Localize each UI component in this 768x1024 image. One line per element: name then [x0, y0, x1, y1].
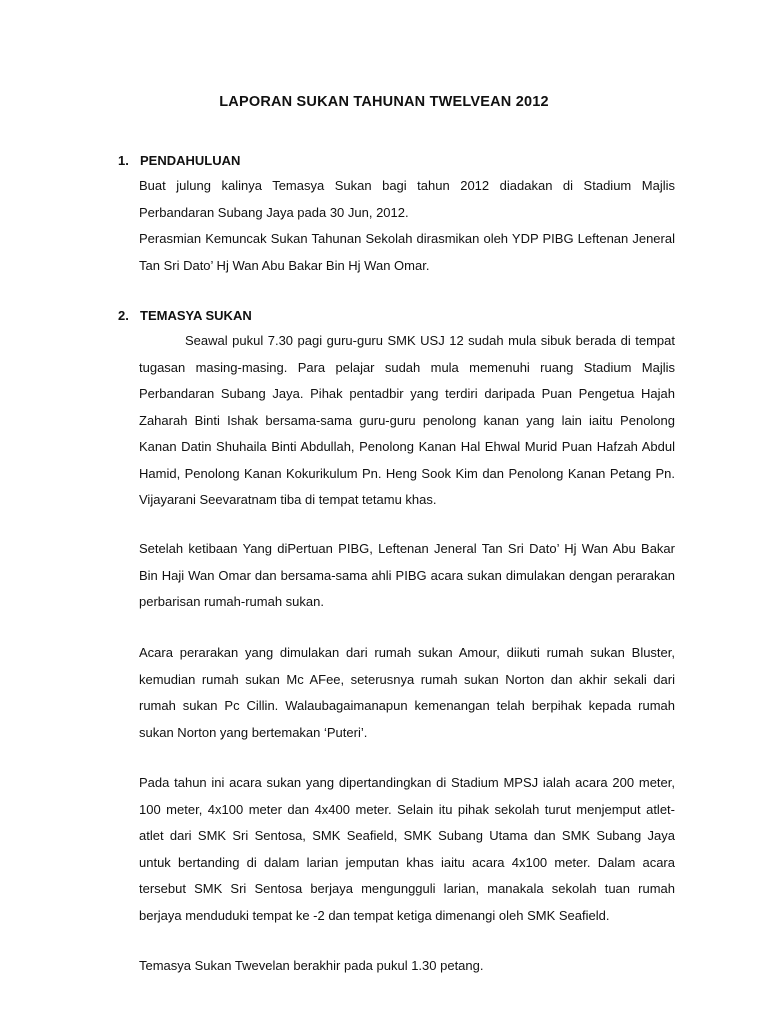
section-1-paragraph-1: Buat julung kalinya Temasya Sukan bagi tahun 2012 diadakan di Stadium Majlis Perbandaran Subang Jaya pada 30 Jun, 2012.	[139, 178, 675, 220]
section-2-body-3	[139, 640, 675, 746]
section-2-body-2	[139, 536, 675, 616]
section-1-paragraph-2: Perasmian Kemuncak Sukan Tahunan Sekolah dirasmikan oleh YDP PIBG Leftenan Jeneral Tan Sri Dato’ Hj Wan Abu Bakar Bin Hj Wan Omar.	[139, 231, 675, 273]
section-1-title: PENDAHULUAN	[140, 153, 241, 168]
section-2-body-5	[139, 953, 675, 980]
document-title: LAPORAN SUKAN TAHUNAN TWELVEAN 2012	[219, 94, 549, 110]
section-2-paragraph-4: Pada tahun ini acara sukan yang dipertandingkan di Stadium MPSJ ialah acara 200 meter, 100 meter, 4x100 meter dan 4x400 meter. Selain itu pihak sekolah turut menjemput atlet-atlet dari SMK Sri Sentosa, SMK Seafield, SMK Subang Utama dan SMK Subang Jaya untuk bertanding di dalam larian jemputan khas iaitu acara 4x100 meter. Dalam acara tersebut SMK Sri Sentosa berjaya mengungguli larian, manakala sekolah tuan rumah berjaya menduduki tempat ke -2 dan tempat ketiga dimenangi oleh SMK Seafield.	[139, 775, 675, 923]
section-2-paragraph-3: Acara perarakan yang dimulakan dari rumah sukan Amour, diikuti rumah sukan Bluster, kemudian rumah sukan Mc AFee, seterusnya rumah sukan Norton dan akhir sekali dari rumah sukan Pc Cillin. Walaubagaimanapun kemenangan telah berpihak kepada rumah sukan Norton yang bertemakan ‘Puteri’.	[139, 645, 675, 740]
section-2-paragraph-5: Temasya Sukan Twevelan berakhir pada pukul 1.30 petang.	[139, 958, 484, 973]
section-2-paragraph-1: Seawal pukul 7.30 pagi guru-guru SMK USJ 12 sudah mula sibuk berada di tempat tugasan masing-masing. Para pelajar sudah mula memenuhi ruang Stadium Majlis Perbandaran Subang Jaya. Pihak pentadbir yang terdiri daripada Puan Pengetua Hajah Zaharah Binti Ishak bersama-sama guru-guru penolong kanan yang lain iaitu Penolong Kanan Datin Shuhaila Binti Abdullah, Penolong Kanan Hal Ehwal Murid Puan Hafzah Abdul Hamid, Penolong Kanan Kokurikulum Pn. Heng Sook Kim dan Penolong Kanan Petang Pn. Vijayarani Seevaratnam tiba di tempat tetamu khas.	[139, 333, 675, 507]
section-2-number: 2.	[118, 308, 129, 323]
section-2-heading	[118, 308, 252, 323]
section-2-paragraph-2: Setelah ketibaan Yang diPertuan PIBG, Leftenan Jeneral Tan Sri Dato’ Hj Wan Abu Bakar Bin Haji Wan Omar dan bersama-sama ahli PIBG acara sukan dimulakan dengan perarakan perbarisan rumah-rumah sukan.	[139, 541, 675, 609]
section-2-body-4	[139, 770, 675, 929]
section-1-number: 1.	[118, 153, 129, 168]
section-1-body	[139, 173, 675, 279]
section-1-heading	[118, 153, 240, 168]
section-2-body	[139, 328, 675, 514]
section-2-title: TEMASYA SUKAN	[140, 308, 252, 323]
